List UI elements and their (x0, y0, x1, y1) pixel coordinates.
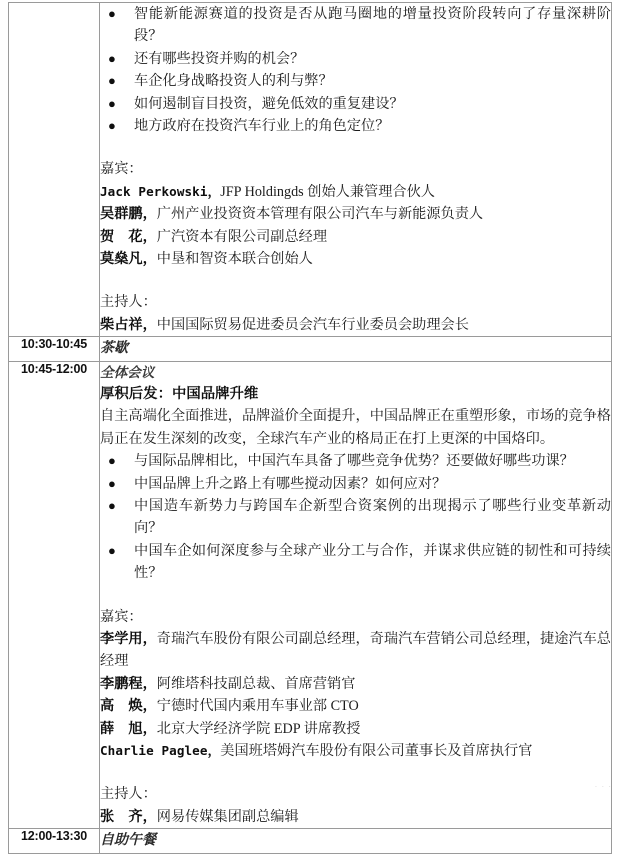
bullet-icon: ● (108, 453, 116, 469)
bullet-icon: ● (108, 50, 116, 66)
question-list (100, 3, 611, 137)
session-title: 厚积后发：中国品牌升维 (100, 386, 259, 403)
bullet-icon: ● (108, 95, 116, 111)
vertical-spacer (100, 270, 611, 291)
vertical-spacer (100, 137, 611, 158)
question-text: 与国际品牌相比，中国汽车具备了哪些竞争优势？还要做好哪些功课？ (134, 453, 574, 470)
table-row (9, 362, 612, 829)
session-content-cell (100, 829, 612, 854)
list-item (100, 70, 611, 92)
guest-name: 莫燊凡 (100, 251, 143, 268)
guest-name: 贺 花 (100, 228, 143, 245)
time-cell: 10:45-12:00 (9, 362, 100, 829)
bullet-icon: ● (108, 542, 116, 558)
guest-entry (100, 673, 611, 695)
question-text: 中国品牌上升之路上有哪些搅动因素？如何应对？ (134, 475, 447, 492)
agenda-table (8, 2, 612, 854)
guest-org: 广州产业投资资本管理有限公司汽车与新能源负责人 (156, 206, 484, 223)
agenda-table-body (9, 3, 612, 854)
guest-entry (100, 248, 611, 270)
guest-org: 美国班塔姆汽车股份有限公司董事长及首席执行官 (220, 742, 533, 759)
bullet-icon: ● (108, 73, 116, 89)
guest-org: 广汽资本有限公司副总经理 (156, 228, 328, 245)
name-separator: ， (207, 742, 221, 758)
guest-entry (100, 718, 611, 740)
question-list (100, 450, 611, 584)
lunch-label: 自助午餐 (100, 833, 156, 849)
question-text: 中国造车新势力与跨国车企新型合资案例的出现揭示了哪些行业变革新动向？ (134, 497, 611, 537)
list-item (100, 473, 611, 495)
time-cell: 12:00-13:30 (9, 829, 100, 854)
question-text: 如何遏制盲目投资，避免低效的重复建设？ (134, 95, 404, 112)
table-row (9, 829, 612, 854)
host-label: 主持人： (100, 294, 157, 311)
guest-name: Jack Perkowski (100, 183, 208, 199)
page-watermark: · · · (594, 782, 612, 791)
name-separator: ， (142, 630, 157, 647)
guest-name: Charlie Paglee (100, 742, 208, 758)
guest-entry (100, 740, 611, 762)
list-item (100, 450, 611, 472)
question-text: 地方政府在投资汽车行业上的角色定位？ (134, 118, 390, 135)
guest-org: 中垦和智资本联合创始人 (156, 251, 313, 268)
list-item (100, 48, 611, 70)
host-org: 网易传媒集团副总编辑 (156, 808, 299, 825)
list-item (100, 3, 611, 48)
guest-org: 宁德时代国内乘用车事业部 CTO (156, 698, 359, 715)
host-name: 柴占祥 (100, 316, 143, 333)
guest-org: 北京大学经济学院 EDP 讲席教授 (156, 720, 361, 737)
guest-name: 李学用 (100, 630, 143, 647)
bullet-icon: ● (108, 6, 116, 21)
guest-org: 阿维塔科技副总裁、首席营销官 (156, 675, 356, 692)
session-content-cell (100, 337, 612, 362)
bullet-icon: ● (108, 497, 116, 513)
list-item (100, 93, 611, 115)
guests-label: 嘉宾： (100, 161, 143, 178)
list-item (100, 115, 611, 137)
session-content-cell (100, 3, 612, 337)
vertical-spacer (100, 762, 611, 783)
list-item (100, 495, 611, 540)
time-cell (9, 3, 100, 337)
guest-org: JFP Holdingds 创始人兼管理合伙人 (220, 183, 435, 200)
host-entry (100, 314, 611, 336)
guest-entry (100, 181, 611, 203)
table-row (9, 3, 612, 337)
guests-label: 嘉宾： (100, 608, 143, 625)
name-separator: ， (142, 808, 157, 825)
session-description: 自主高端化全面推进，品牌溢价全面提升，中国品牌正在重塑形象，市场的竞争格局正在发生深刻的改变，全球汽车产业的格局正在打上更深的中国烙印。 (100, 408, 611, 447)
name-separator: ， (142, 720, 157, 737)
name-separator: ， (142, 698, 157, 715)
session-content-cell (100, 362, 612, 829)
name-separator: ， (142, 675, 157, 692)
question-text: 中国车企如何深度参与全球产业分工与合作，并谋求供应链的韧性和可持续性？ (134, 542, 611, 582)
guest-entry (100, 628, 611, 673)
host-entry (100, 806, 611, 828)
bullet-icon: ● (108, 118, 116, 134)
list-item (100, 540, 611, 585)
name-separator: ， (142, 251, 157, 268)
name-separator: ， (142, 228, 157, 245)
question-text: 车企化身战略投资人的利与弊？ (134, 73, 333, 90)
time-cell: 10:30-10:45 (9, 337, 100, 362)
vertical-spacer (100, 585, 611, 606)
host-label: 主持人： (100, 786, 157, 803)
guest-entry (100, 695, 611, 717)
question-text: 还有哪些投资并购的机会？ (134, 50, 305, 67)
guest-entry (100, 203, 611, 225)
guest-name: 薛 旭 (100, 720, 143, 737)
host-name: 张 齐 (100, 808, 143, 825)
guest-name: 高 焕 (100, 698, 143, 715)
question-text: 智能新能源赛道的投资是否从跑马圈地的增量投资阶段转向了存量深耕阶段？ (134, 6, 611, 45)
table-row (9, 337, 612, 362)
name-separator: ， (142, 316, 157, 333)
bullet-icon: ● (108, 475, 116, 491)
guest-name: 吴群鹏 (100, 206, 143, 223)
host-org: 中国国际贸易促进委员会汽车行业委员会助理会长 (156, 316, 469, 333)
session-kind: 全体会议 (100, 365, 155, 381)
name-separator: ， (142, 206, 157, 223)
guest-name: 李鹏程 (100, 675, 143, 692)
guest-org: 奇瑞汽车股份有限公司副总经理，奇瑞汽车营销公司总经理，捷途汽车总经理 (100, 630, 611, 670)
guest-entry (100, 226, 611, 248)
break-label: 茶歇 (100, 341, 128, 357)
name-separator: ， (207, 183, 221, 199)
